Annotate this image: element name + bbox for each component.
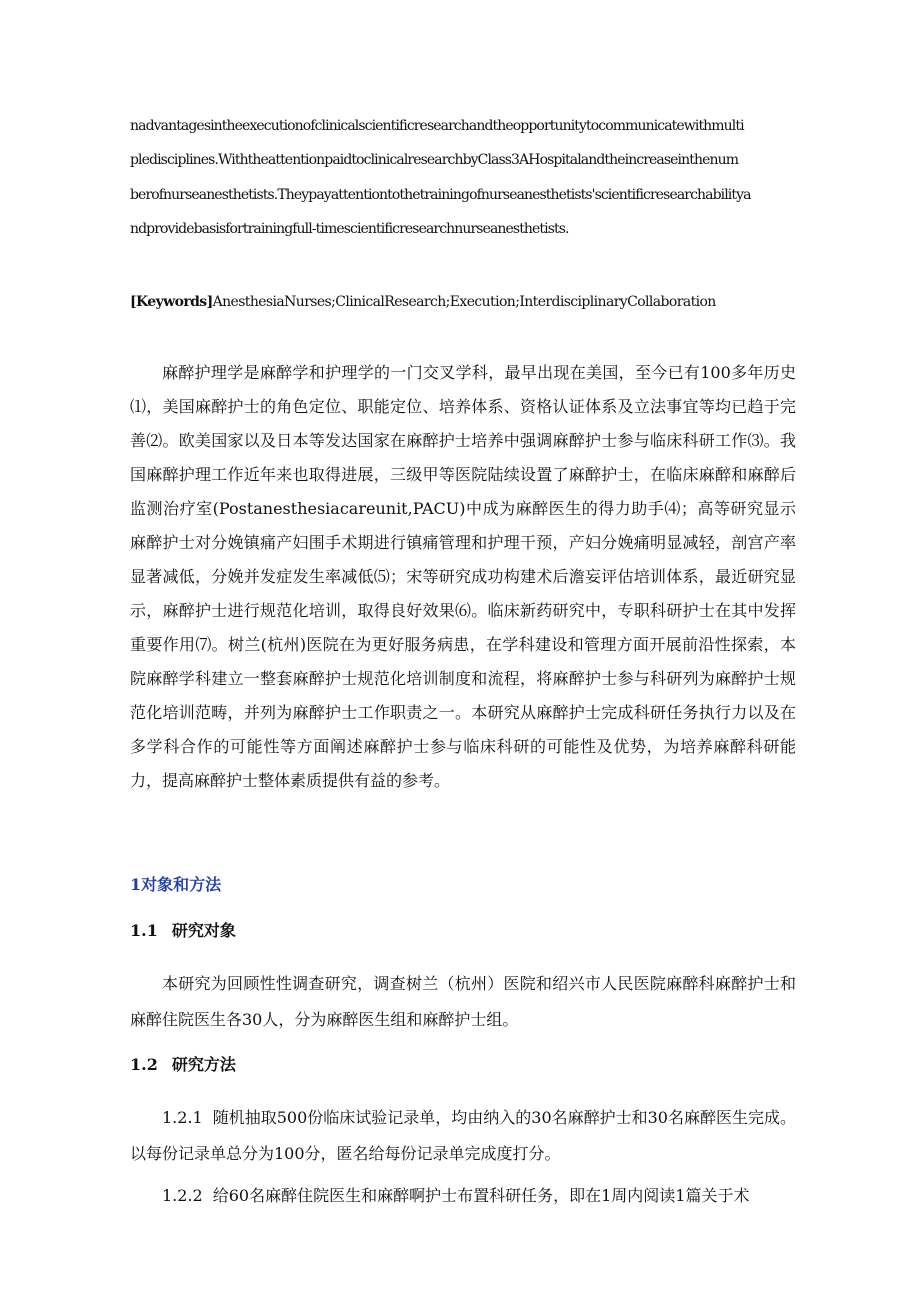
clause-text: 给60名麻醉住院医生和麻醉啊护士布置科研任务，即在1周内阅读1篇关于术	[212, 1186, 750, 1205]
section-heading	[130, 872, 221, 895]
subsection-heading-1-2	[130, 1052, 236, 1075]
abstract-line: nadvantagesintheexecutionofclinicalscientificresearchandtheopportunitytocommunicatewithmulti	[130, 118, 744, 134]
abstract-line: berofnurseanesthetists.Theypayattentiontothetrainingofnurseanesthetists'scientificresearchabilityа	[130, 187, 751, 203]
keywords-line	[130, 294, 800, 310]
abstract-line: ndprovidebasisfortrainingfull-timescientificresearchnurseanesthetists.	[130, 221, 569, 237]
subsection-title: 研究方法	[171, 1055, 236, 1074]
intro-paragraph: 麻醉护理学是麻醉学和护理学的一门交叉学科，最早出现在美国，至今已有100多年历史⑴，美国麻醉护士的角色定位、职能定位、培养体系、资格认证体系及立法事宜等均已趋于完善⑵。欧美国家以及日本等发达国家在麻醉护士培养中强调麻醉护士参与临床科研工作⑶。我国麻醉护理工作近年来也取得进展，三级甲等医院陆续设置了麻醉护士，在临床麻醉和麻醉后监测治疗室(Postanesthesiacareunit,PACU)中成为麻醉医生的得力助手⑷；高等研究显示麻醉护士对分娩镇痛产妇围手术期进行镇痛管理和护理干预，产妇分娩痛明显减轻，剖宫产率显著减低，分娩并发症发生率减低⑸；宋等研究成功构建术后澹妄评估培训体系，最近研究显示，麻醉护士进行规范化培训，取得良好效果⑹。临床新药研究中，专职科研护士在其中发挥重要作用⑺。树兰(杭州)医院在为更好服务病患，在学科建设和管理方面开展前沿性探索，本院麻醉学科建立一整套麻醉护士规范化培训制度和流程，将麻醉护士参与科研列为麻醉护士规范化培训范畴，并列为麻醉护士工作职责之一。本研究从麻醉护士完成科研任务执行力以及在多学科合作的可能性等方面阐述麻醉护士参与临床科研的可能性及优势，为培养麻醉科研能力，提高麻醉护士整体素质提供有益的参考。	[130, 363, 796, 790]
subsection-title: 研究对象	[171, 921, 236, 940]
section-number: 1	[130, 875, 142, 894]
method-clause-1-2-1	[130, 1100, 796, 1172]
subsection-number: 1.1	[130, 921, 158, 940]
section-title: 对象和方法	[141, 875, 222, 894]
subsection-heading-1-1	[130, 918, 236, 941]
clause-number: 1.2.1	[162, 1108, 203, 1127]
clause-number: 1.2.2	[162, 1186, 203, 1205]
abstract-line: pledisciplines.WiththeattentionpaidtoclinicalresearchbyClass3AHospitalandtheincreaseinthenum	[130, 152, 739, 168]
keywords-text: AnesthesiaNurses;ClinicalResearch;Execution;InterdisciplinaryCollaboration	[212, 294, 716, 310]
method-clause-1-2-2	[130, 1178, 796, 1214]
clause-text: 随机抽取500份临床试验记录单，均由纳入的30名麻醉护士和30名麻醉医生完成。以每份记录单总分为100分，匿名给每份记录单完成度打分。	[130, 1108, 796, 1163]
study-subject-paragraph: 本研究为回顾性性调查研究，调查树兰（杭州）医院和绍兴市人民医院麻醉科麻醉护士和麻醉住院医生各30人，分为麻醉医生组和麻醉护士组。	[130, 974, 796, 1029]
subsection-number: 1.2	[130, 1055, 158, 1074]
keywords-label: [Keywords]	[130, 294, 213, 310]
